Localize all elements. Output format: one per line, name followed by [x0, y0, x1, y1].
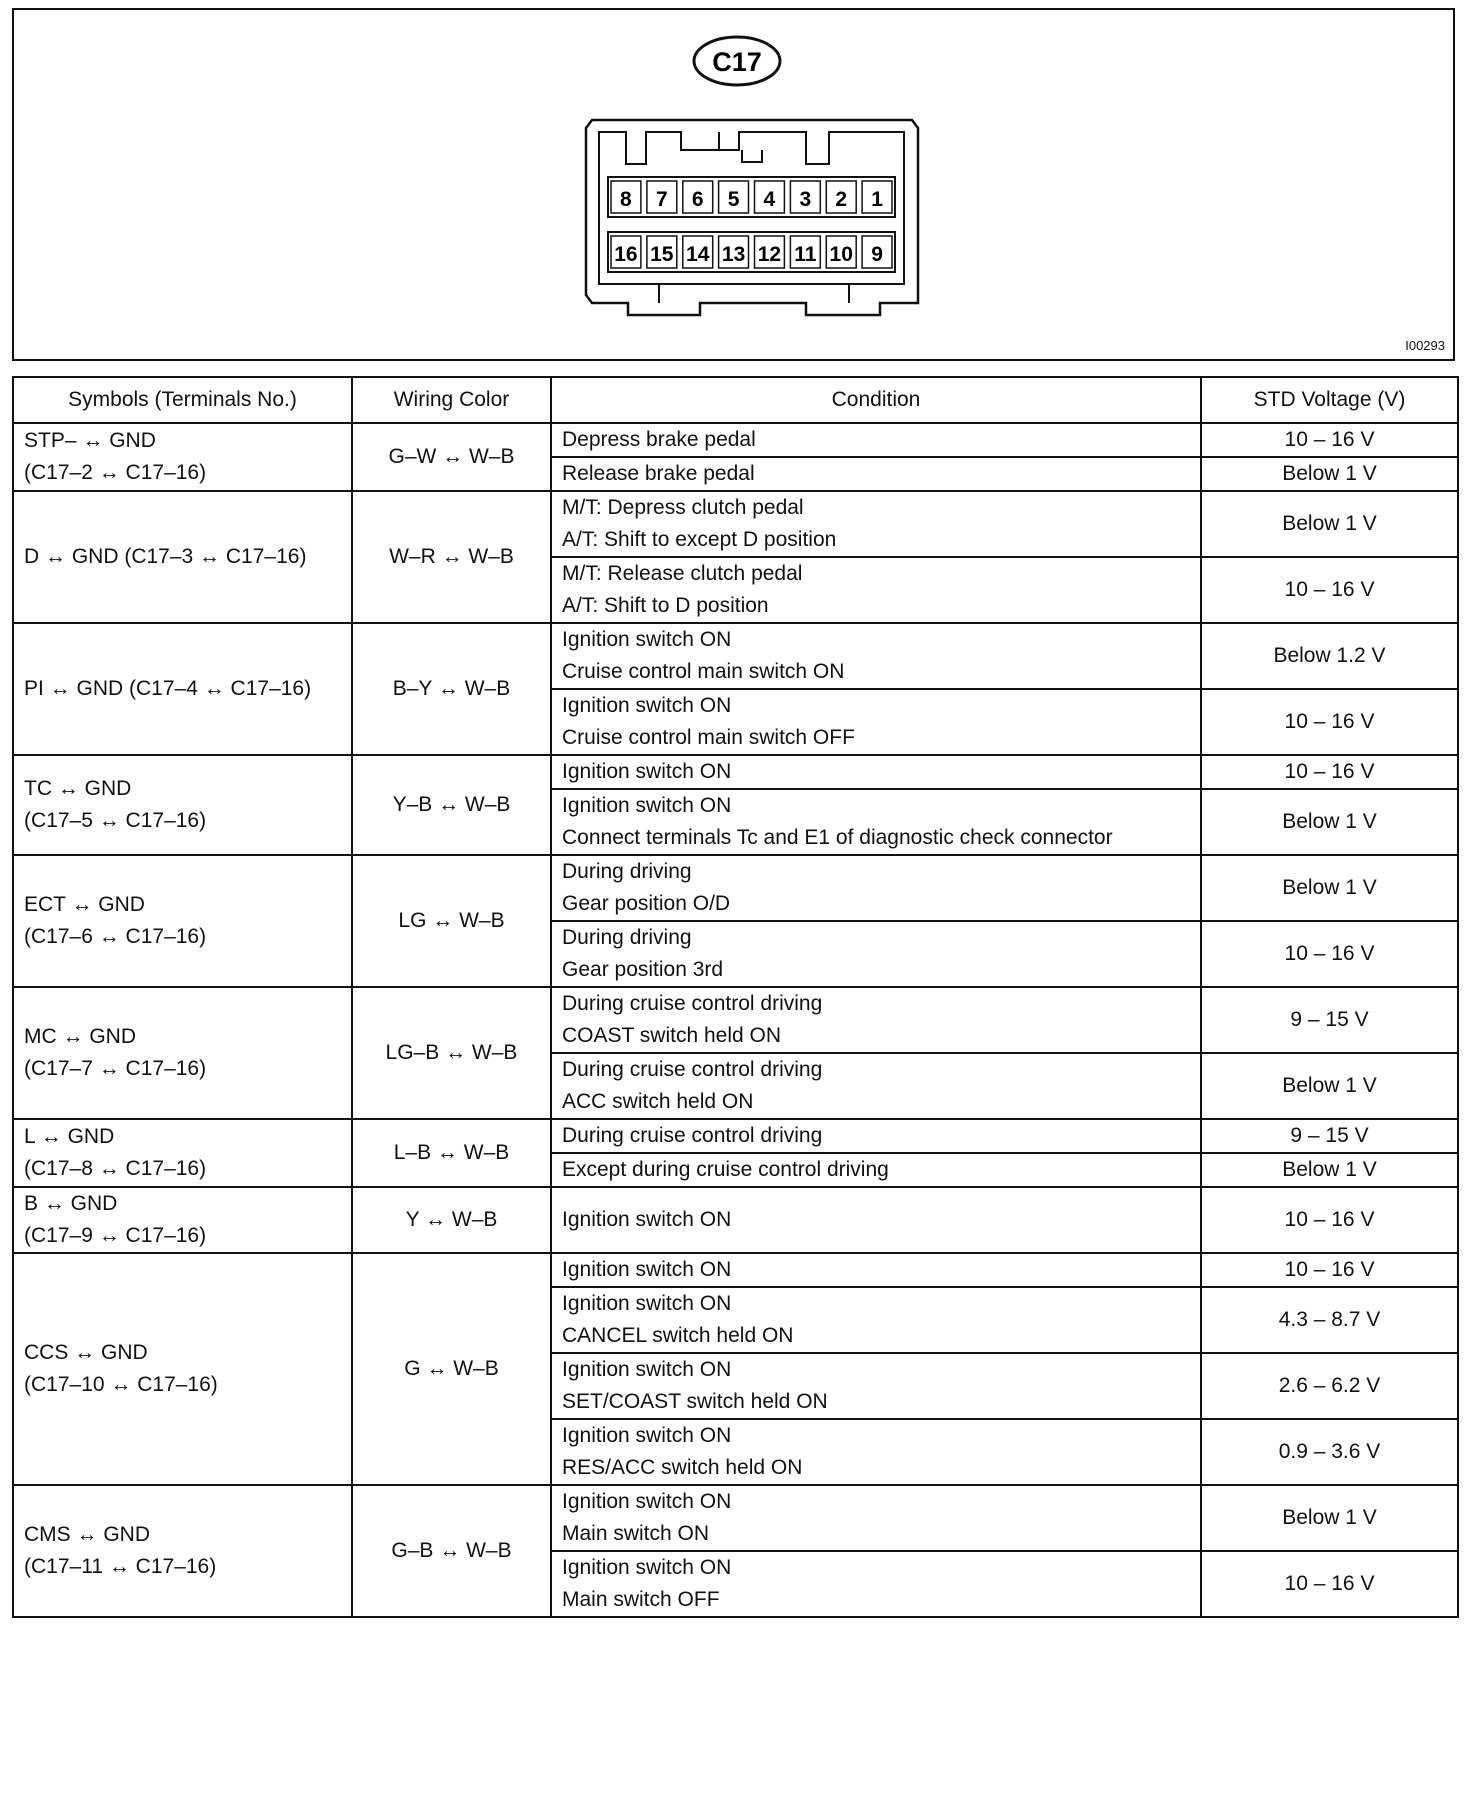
- terminal-symbol-cell: [13, 755, 352, 855]
- cell-line: D ↔ GND (C17–3 ↔ C17–16): [24, 545, 307, 568]
- condition-cell: [551, 1485, 1201, 1551]
- condition-cell: [551, 855, 1201, 921]
- condition-cell: [551, 1187, 1201, 1253]
- cell-line: A/T: Shift to except D position: [562, 528, 837, 551]
- std-voltage-cell: 10 – 16 V: [1201, 1551, 1458, 1617]
- header-condition: Condition: [551, 377, 1201, 423]
- pin-number: 15: [650, 243, 674, 266]
- pin-number: 5: [727, 188, 740, 211]
- cell-line: Ignition switch ON: [562, 1258, 732, 1281]
- terminal-symbol-cell: [13, 1485, 352, 1617]
- cell-line: RES/ACC switch held ON: [562, 1456, 803, 1479]
- cell-line: During driving: [562, 926, 692, 949]
- cell-line: M/T: Depress clutch pedal: [562, 496, 804, 519]
- cell-line: SET/COAST switch held ON: [562, 1390, 828, 1413]
- header-wiring-color: Wiring Color: [352, 377, 551, 423]
- condition-cell: [551, 1551, 1201, 1617]
- connector-diagram-panel: [12, 8, 1455, 361]
- cell-line: During driving: [562, 860, 692, 883]
- table-body: [13, 423, 1458, 1617]
- terminal-symbol-cell: [13, 1119, 352, 1187]
- cell-line: COAST switch held ON: [562, 1024, 782, 1047]
- std-voltage-cell: 10 – 16 V: [1201, 557, 1458, 623]
- cell-line: MC ↔ GND: [24, 1025, 136, 1048]
- cell-line: Ignition switch ON: [562, 760, 732, 783]
- cell-line: CANCEL switch held ON: [562, 1324, 794, 1347]
- condition-cell: [551, 1253, 1201, 1287]
- std-voltage-cell: Below 1 V: [1201, 789, 1458, 855]
- pin-number: 2: [835, 188, 848, 211]
- pin-number: 8: [620, 188, 632, 211]
- cell-line: (C17–10 ↔ C17–16): [24, 1373, 218, 1396]
- condition-cell: [551, 1119, 1201, 1153]
- pin-number: 12: [757, 243, 782, 266]
- cell-line: Main switch OFF: [562, 1588, 720, 1611]
- cell-line: Ignition switch ON: [562, 1424, 732, 1447]
- terminal-symbol-cell: [13, 491, 352, 623]
- connector-label: C17: [712, 47, 762, 77]
- std-voltage-cell: 9 – 15 V: [1201, 987, 1458, 1053]
- condition-cell: [551, 1353, 1201, 1419]
- cell-line: STP– ↔ GND: [24, 429, 156, 452]
- table-row: [13, 755, 1458, 789]
- table-row: [13, 423, 1458, 457]
- condition-cell: [551, 1419, 1201, 1485]
- cell-line: M/T: Release clutch pedal: [562, 562, 803, 585]
- std-voltage-cell: 4.3 – 8.7 V: [1201, 1287, 1458, 1353]
- cell-line: (C17–9 ↔ C17–16): [24, 1224, 207, 1247]
- terminal-symbol-cell: [13, 1187, 352, 1253]
- cell-line: Ignition switch ON: [562, 1208, 732, 1231]
- header-std-voltage: STD Voltage (V): [1201, 377, 1458, 423]
- wiring-color-cell: W–R ↔ W–B: [352, 491, 551, 623]
- table-row: [13, 1485, 1458, 1551]
- std-voltage-cell: Below 1 V: [1201, 457, 1458, 491]
- pin-row-top: [611, 181, 892, 213]
- condition-cell: [551, 689, 1201, 755]
- std-voltage-cell: Below 1 V: [1201, 1153, 1458, 1187]
- cell-line: Depress brake pedal: [562, 428, 756, 451]
- cell-line: During cruise control driving: [562, 1058, 823, 1081]
- condition-cell: [551, 921, 1201, 987]
- condition-cell: [551, 789, 1201, 855]
- cell-line: ACC switch held ON: [562, 1090, 754, 1113]
- terminal-symbol-cell: [13, 987, 352, 1119]
- cell-line: B ↔ GND: [24, 1192, 118, 1215]
- std-voltage-cell: 10 – 16 V: [1201, 1187, 1458, 1253]
- connector-lock-tab: [719, 132, 762, 162]
- condition-cell: [551, 1153, 1201, 1187]
- pin-row-top-frame: [608, 177, 895, 217]
- std-voltage-cell: 10 – 16 V: [1201, 755, 1458, 789]
- wiring-color-cell: G ↔ W–B: [352, 1253, 551, 1485]
- wiring-color-cell: LG–B ↔ W–B: [352, 987, 551, 1119]
- cell-line: Gear position O/D: [562, 892, 731, 915]
- condition-cell: [551, 1053, 1201, 1119]
- cell-line: During cruise control driving: [562, 992, 823, 1015]
- figure-id: I00293: [1405, 338, 1445, 353]
- std-voltage-cell: Below 1.2 V: [1201, 623, 1458, 689]
- connector-inner-outline: [599, 132, 904, 284]
- condition-cell: [551, 755, 1201, 789]
- std-voltage-cell: 10 – 16 V: [1201, 1253, 1458, 1287]
- table-row: [13, 855, 1458, 921]
- header-symbols: Symbols (Terminals No.): [13, 377, 352, 423]
- cell-line: Connect terminals Tc and E1 of diagnostic check connector: [562, 826, 1113, 849]
- cell-line: (C17–11 ↔ C17–16): [24, 1555, 217, 1578]
- cell-line: (C17–7 ↔ C17–16): [24, 1057, 207, 1080]
- cell-line: (C17–5 ↔ C17–16): [24, 809, 207, 832]
- pin-number: 14: [686, 243, 710, 266]
- connector-c17-diagram: [14, 10, 1455, 361]
- wiring-color-cell: B–Y ↔ W–B: [352, 623, 551, 755]
- terminal-symbol-cell: [13, 423, 352, 491]
- pin-number: 11: [794, 243, 817, 266]
- cell-line: L ↔ GND: [24, 1125, 115, 1148]
- cell-line: Ignition switch ON: [562, 1358, 732, 1381]
- table-row: [13, 1253, 1458, 1287]
- condition-cell: [551, 491, 1201, 557]
- pin-number: 13: [721, 243, 746, 266]
- condition-cell: [551, 987, 1201, 1053]
- cell-line: Ignition switch ON: [562, 1490, 732, 1513]
- std-voltage-cell: Below 1 V: [1201, 855, 1458, 921]
- pin-number: 16: [614, 243, 638, 266]
- wiring-color-cell: G–W ↔ W–B: [352, 423, 551, 491]
- pin-number: 7: [655, 188, 668, 211]
- table-row: [13, 1119, 1458, 1153]
- cell-line: A/T: Shift to D position: [562, 594, 769, 617]
- cell-line: Ignition switch ON: [562, 794, 732, 817]
- cell-line: Ignition switch ON: [562, 628, 732, 651]
- cell-line: During cruise control driving: [562, 1124, 823, 1147]
- wiring-color-cell: L–B ↔ W–B: [352, 1119, 551, 1187]
- table-row: [13, 623, 1458, 689]
- pin-number: 6: [691, 188, 704, 211]
- condition-cell: [551, 423, 1201, 457]
- std-voltage-cell: 10 – 16 V: [1201, 423, 1458, 457]
- condition-cell: [551, 457, 1201, 491]
- table-header-row: [13, 377, 1458, 423]
- cell-line: Cruise control main switch OFF: [562, 726, 855, 749]
- cell-line: TC ↔ GND: [24, 777, 132, 800]
- cell-line: Ignition switch ON: [562, 1292, 732, 1315]
- condition-cell: [551, 557, 1201, 623]
- terminal-symbol-cell: [13, 855, 352, 987]
- std-voltage-cell: 9 – 15 V: [1201, 1119, 1458, 1153]
- std-voltage-cell: Below 1 V: [1201, 1053, 1458, 1119]
- std-voltage-cell: Below 1 V: [1201, 491, 1458, 557]
- cell-line: (C17–8 ↔ C17–16): [24, 1157, 207, 1180]
- cell-line: Main switch ON: [562, 1522, 710, 1545]
- cell-line: Cruise control main switch ON: [562, 660, 845, 683]
- pin-row-bottom: [611, 236, 892, 268]
- cell-line: (C17–6 ↔ C17–16): [24, 925, 207, 948]
- wiring-color-cell: G–B ↔ W–B: [352, 1485, 551, 1617]
- wiring-color-cell: Y ↔ W–B: [352, 1187, 551, 1253]
- table-row: [13, 987, 1458, 1053]
- pin-number: 9: [871, 243, 883, 266]
- condition-cell: [551, 623, 1201, 689]
- condition-cell: [551, 1287, 1201, 1353]
- std-voltage-cell: Below 1 V: [1201, 1485, 1458, 1551]
- table-row: [13, 491, 1458, 557]
- terminal-symbol-cell: [13, 623, 352, 755]
- wiring-color-cell: LG ↔ W–B: [352, 855, 551, 987]
- terminal-voltage-table: [12, 376, 1459, 1618]
- std-voltage-cell: 2.6 – 6.2 V: [1201, 1353, 1458, 1419]
- pin-number: 4: [763, 188, 776, 211]
- std-voltage-cell: 0.9 – 3.6 V: [1201, 1419, 1458, 1485]
- cell-line: (C17–2 ↔ C17–16): [24, 461, 207, 484]
- cell-line: Ignition switch ON: [562, 694, 732, 717]
- pin-number: 3: [799, 188, 812, 211]
- terminal-symbol-cell: [13, 1253, 352, 1485]
- cell-line: ECT ↔ GND: [24, 893, 145, 916]
- cell-line: CCS ↔ GND: [24, 1341, 148, 1364]
- pin-number: 1: [871, 188, 883, 211]
- pin-number: 10: [829, 243, 853, 266]
- table-row: [13, 1187, 1458, 1253]
- cell-line: PI ↔ GND (C17–4 ↔ C17–16): [24, 677, 312, 700]
- cell-line: CMS ↔ GND: [24, 1523, 150, 1546]
- cell-line: Except during cruise control driving: [562, 1158, 889, 1181]
- std-voltage-cell: 10 – 16 V: [1201, 689, 1458, 755]
- cell-line: Gear position 3rd: [562, 958, 724, 981]
- cell-line: Release brake pedal: [562, 462, 755, 485]
- cell-line: Ignition switch ON: [562, 1556, 732, 1579]
- std-voltage-cell: 10 – 16 V: [1201, 921, 1458, 987]
- wiring-color-cell: Y–B ↔ W–B: [352, 755, 551, 855]
